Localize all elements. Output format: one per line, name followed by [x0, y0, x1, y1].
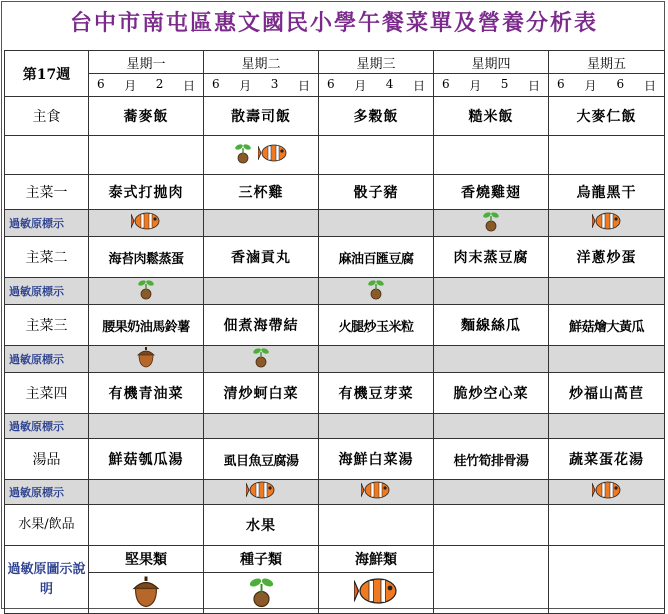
empty-label-cell: [5, 136, 89, 175]
dish-cell: 火腿炒玉米粒: [319, 305, 434, 346]
dish-cell: 有機青油菜: [89, 373, 204, 414]
empty-cell: [549, 546, 665, 614]
fruit-cell: 水果: [204, 505, 319, 546]
date-day-unit: 日: [297, 78, 310, 93]
date-day: 3: [270, 76, 279, 91]
allergen-cell: [434, 210, 549, 237]
row-label-main4: 主菜四: [5, 373, 89, 414]
day-date: [434, 74, 549, 97]
dish-cell: 清炒蚵白菜: [204, 373, 319, 414]
fish-icon: [258, 143, 288, 167]
seed-sprout-icon: [482, 210, 500, 236]
legend-label: 過敏原圖示說明: [5, 546, 89, 614]
dish-cell: 香滷貢丸: [204, 237, 319, 278]
dish-cell: 麻油百匯豆腐: [319, 237, 434, 278]
dish-cell: 蔬菜蛋花湯: [549, 439, 665, 480]
dish-cell: 桂竹筍排骨湯: [434, 439, 549, 480]
legend-name: 堅果類: [89, 546, 204, 573]
day-name: 星期二: [204, 51, 319, 74]
row-label-main2: 主菜二: [5, 237, 89, 278]
dish-cell: 炒福山萵苣: [549, 373, 665, 414]
dish-cell: 糙米飯: [434, 97, 549, 136]
dish-cell: 腰果奶油馬鈴薯: [89, 305, 204, 346]
date-day-unit: 日: [527, 78, 540, 93]
allergen-cell: [549, 136, 665, 175]
dish-cell: 散壽司飯: [204, 97, 319, 136]
date-month: 6: [442, 76, 450, 91]
row-label-staple: 主食: [5, 97, 89, 136]
legend-icon-cell: [204, 573, 319, 614]
date-month: 6: [327, 76, 335, 91]
seed-sprout-icon: [252, 346, 270, 372]
allergen-cell: [89, 480, 204, 505]
seed-sprout-icon: [137, 278, 155, 304]
fish-icon: [592, 211, 622, 235]
allergen-cell: [89, 414, 204, 439]
allergen-cell: [319, 480, 434, 505]
fish-icon: [592, 480, 622, 504]
dish-cell: 佃煮海帶結: [204, 305, 319, 346]
date-month: 6: [97, 76, 105, 91]
fish-icon: [361, 480, 391, 504]
allergen-cell: [204, 414, 319, 439]
date-day: 6: [616, 76, 625, 91]
menu-table: [4, 50, 665, 614]
dish-cell: 虱目魚豆腐湯: [204, 439, 319, 480]
allergen-cell: [549, 480, 665, 505]
day-name: 星期五: [549, 51, 665, 74]
date-month: 6: [212, 76, 220, 91]
allergen-cell: [434, 480, 549, 505]
nut-icon: [136, 346, 156, 372]
allergen-cell: [204, 136, 319, 175]
day-name: 星期一: [89, 51, 204, 74]
dish-cell: 多穀飯: [319, 97, 434, 136]
allergen-cell: [549, 278, 665, 305]
row-label-main1: 主菜一: [5, 175, 89, 210]
allergen-cell: [319, 210, 434, 237]
date-day-unit: 日: [412, 78, 425, 93]
legend-icon-cell: [319, 573, 434, 614]
allergen-cell: [549, 346, 665, 373]
fruit-cell: [89, 505, 204, 546]
allergen-cell: [319, 346, 434, 373]
nut-icon: [131, 575, 161, 612]
day-date: [549, 74, 665, 97]
date-day: 2: [155, 76, 164, 91]
row-label-soup: 湯品: [5, 439, 89, 480]
seed-sprout-icon: [234, 142, 252, 168]
allergen-cell: [89, 210, 204, 237]
date-month-unit: 月: [469, 78, 482, 93]
legend-name: 海鮮類: [319, 546, 434, 573]
allergen-label: 過敏原標示: [5, 346, 89, 373]
dish-cell: 麵線絲瓜: [434, 305, 549, 346]
allergen-cell: [549, 210, 665, 237]
week-label: 第17週: [5, 51, 89, 97]
allergen-cell: [89, 346, 204, 373]
fruit-cell: [549, 505, 665, 546]
legend-name: 種子類: [204, 546, 319, 573]
dish-cell: 骰子豬: [319, 175, 434, 210]
date-month-unit: 月: [354, 78, 367, 93]
allergen-cell: [434, 278, 549, 305]
allergen-cell: [434, 414, 549, 439]
fish-icon: [354, 576, 399, 610]
date-day-unit: 日: [643, 78, 656, 93]
allergen-label: 過敏原標示: [5, 480, 89, 505]
page-title: 台中市南屯區惠文國民小學午餐菜單及營養分析表: [69, 10, 598, 36]
row-label-main3: 主菜三: [5, 305, 89, 346]
day-date: [89, 74, 204, 97]
day-name: 星期四: [434, 51, 549, 74]
dish-cell: 海鮮白菜湯: [319, 439, 434, 480]
dish-cell: 香燒雞翅: [434, 175, 549, 210]
dish-cell: 大麥仁飯: [549, 97, 665, 136]
date-month: 6: [557, 76, 565, 91]
dish-cell: 鮮菇燴大黃瓜: [549, 305, 665, 346]
dish-cell: 洋蔥炒蛋: [549, 237, 665, 278]
date-day: 4: [385, 76, 394, 91]
dish-cell: 肉末蒸豆腐: [434, 237, 549, 278]
allergen-cell: [89, 136, 204, 175]
allergen-cell: [319, 278, 434, 305]
allergen-cell: [319, 136, 434, 175]
seed-sprout-icon: [248, 575, 275, 612]
allergen-cell: [89, 278, 204, 305]
dish-cell: 三杯雞: [204, 175, 319, 210]
fruit-cell: [319, 505, 434, 546]
day-date: [319, 74, 434, 97]
dish-cell: 蕎麥飯: [89, 97, 204, 136]
legend-icon-cell: [89, 573, 204, 614]
allergen-cell: [319, 414, 434, 439]
allergen-label: 過敏原標示: [5, 414, 89, 439]
allergen-label: 過敏原標示: [5, 210, 89, 237]
fruit-cell: [434, 505, 549, 546]
allergen-cell: [434, 136, 549, 175]
date-month-unit: 月: [124, 78, 137, 93]
fish-icon: [131, 211, 161, 235]
allergen-cell: [204, 210, 319, 237]
allergen-cell: [204, 480, 319, 505]
allergen-cell: [204, 278, 319, 305]
date-month-unit: 月: [584, 78, 597, 93]
allergen-label: 過敏原標示: [5, 278, 89, 305]
day-name: 星期三: [319, 51, 434, 74]
dish-cell: 海苔肉鬆蒸蛋: [89, 237, 204, 278]
allergen-cell: [434, 346, 549, 373]
dish-cell: 脆炒空心菜: [434, 373, 549, 414]
seed-sprout-icon: [367, 278, 385, 304]
empty-cell: [434, 546, 549, 614]
row-label-fruit: 水果/飲品: [5, 505, 89, 546]
day-date: [204, 74, 319, 97]
dish-cell: 鮮菇瓠瓜湯: [89, 439, 204, 480]
fish-icon: [246, 480, 276, 504]
date-day: 5: [500, 76, 509, 91]
date-month-unit: 月: [239, 78, 252, 93]
dish-cell: 有機豆芽菜: [319, 373, 434, 414]
date-day-unit: 日: [182, 78, 195, 93]
dish-cell: 泰式打拋肉: [89, 175, 204, 210]
dish-cell: 烏龍黑干: [549, 175, 665, 210]
allergen-cell: [204, 346, 319, 373]
allergen-cell: [549, 414, 665, 439]
